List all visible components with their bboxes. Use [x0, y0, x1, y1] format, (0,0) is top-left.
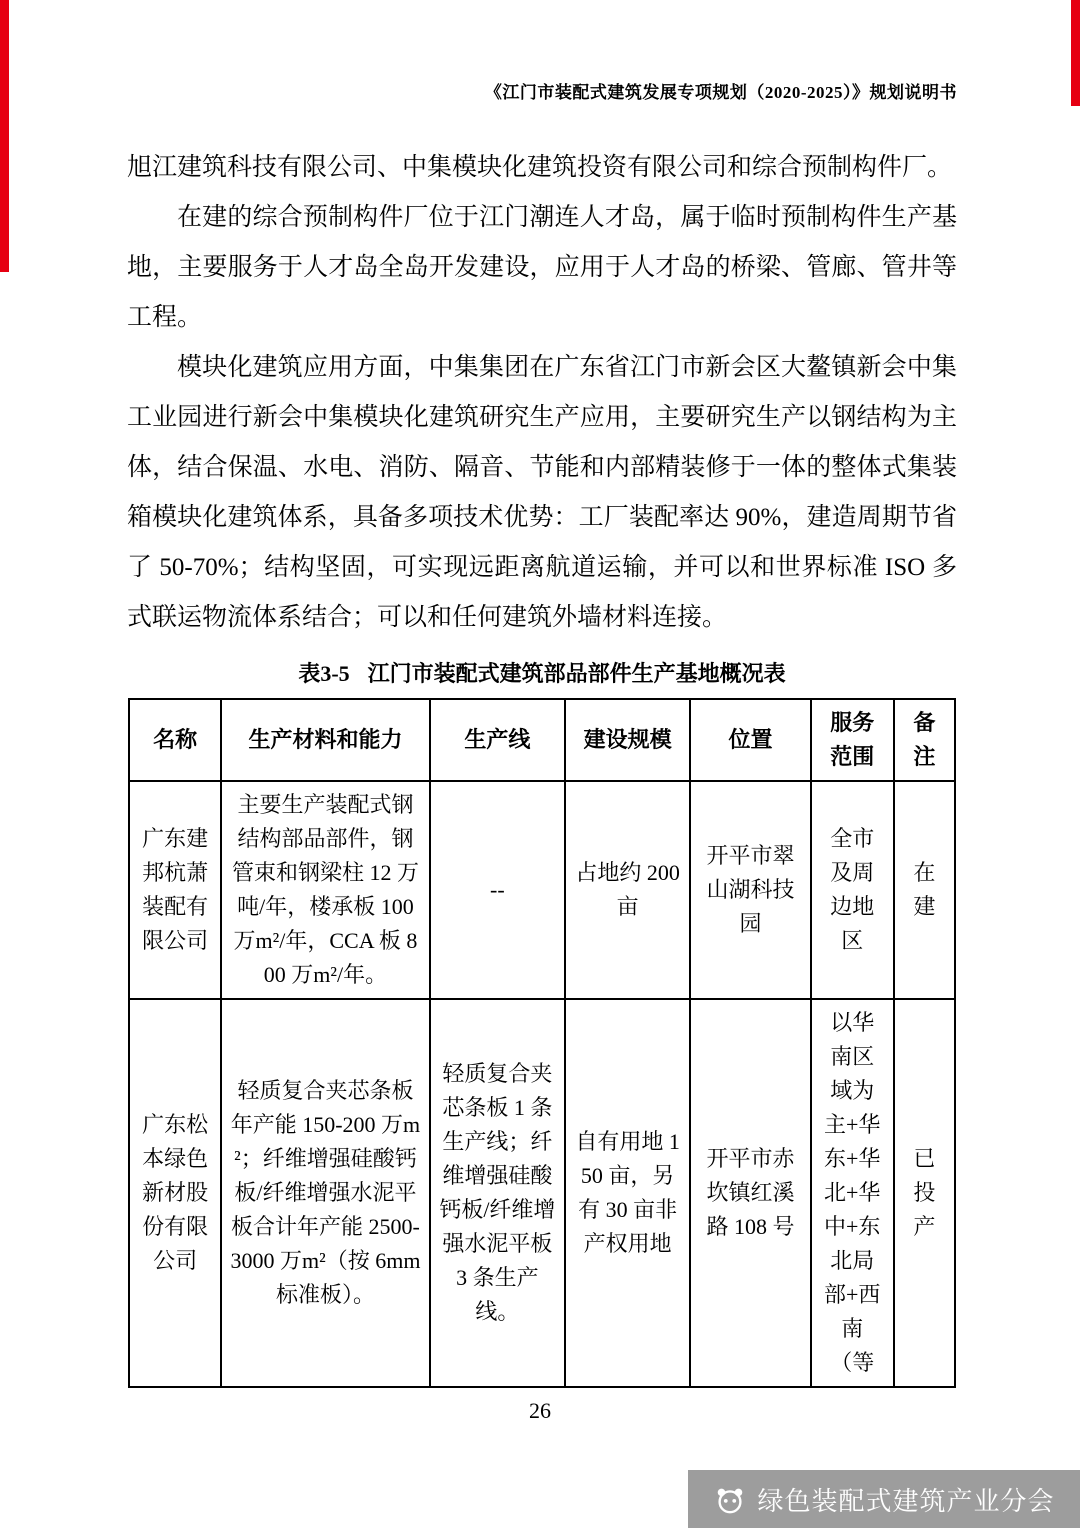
cell-location: 开平市翠山湖科技园: [690, 781, 810, 999]
paragraph-continuation: 旭江建筑科技有限公司、中集模块化建筑投资有限公司和综合预制构件厂。: [127, 154, 953, 181]
table-row: [129, 781, 955, 999]
cell-lines: --: [430, 781, 565, 999]
col-header-note: 备注: [894, 699, 955, 781]
cell-name: 广东松本绿色新材股份有限公司: [129, 999, 221, 1387]
table-row: [129, 999, 955, 1387]
cell-lines: 轻质复合夹芯条板 1 条生产线；纤维增强硅酸钙板/纤维增强水泥平板 3 条生产线。: [430, 999, 565, 1387]
cell-location: 开平市赤坎镇红溪路 108 号: [690, 999, 810, 1387]
col-header-lines: 生产线: [430, 699, 565, 781]
cell-note: 已投产: [894, 999, 955, 1387]
table-title-number: 表3-5: [298, 661, 350, 686]
production-bases-table: [128, 698, 956, 1388]
cell-name: 广东建邦杭萧装配有限公司: [129, 781, 221, 999]
footer-brand-text: 绿色装配式建筑产业分会: [757, 1485, 1055, 1516]
paragraph: 在建的综合预制构件厂位于江门潮连人才岛，属于临时预制构件生产基地，主要服务于人才岛全岛开发建设，应用于人才岛的桥梁、管廊、管井等工程。: [127, 204, 957, 331]
cell-materials: 轻质复合夹芯条板年产能 150-200 万m²；纤维增强硅酸钙板/纤维增强水泥平板合计年产能 2500-3000 万m²（按 6mm 标准板）。: [221, 999, 430, 1387]
cell-materials: 主要生产装配式钢结构部品部件，钢管束和钢梁柱 12 万吨/年，楼承板 100 万m²/年，CCA 板 800 万m²/年。: [221, 781, 430, 999]
cell-scale: 自有用地 150 亩，另有 30 亩非产权用地: [565, 999, 690, 1387]
table-title: [127, 657, 957, 688]
footer-brand-bar: [688, 1470, 1080, 1528]
cell-service: 以华南区域为主+华东+华北+华中+东北局部+西南（等: [811, 999, 894, 1387]
col-header-location: 位置: [690, 699, 810, 781]
col-header-materials: 生产材料和能力: [221, 699, 430, 781]
table-header-row: [129, 699, 955, 781]
right-edge-accent: [1071, 0, 1080, 106]
body-text: [127, 143, 957, 1388]
association-logo-icon: [713, 1482, 747, 1516]
col-header-scale: 建设规模: [565, 699, 690, 781]
col-header-service: 服务范围: [811, 699, 894, 781]
page-number: 26: [529, 1398, 551, 1423]
cell-note: 在建: [894, 781, 955, 999]
left-edge-accent: [0, 0, 9, 272]
cell-scale: 占地约 200 亩: [565, 781, 690, 999]
cell-service: 全市及周边地区: [811, 781, 894, 999]
table-title-text: 江门市装配式建筑部品部件生产基地概况表: [367, 661, 786, 686]
col-header-name: 名称: [129, 699, 221, 781]
paragraph: 模块化建筑应用方面，中集集团在广东省江门市新会区大鳌镇新会中集工业园进行新会中集模块化建筑研究生产应用，主要研究生产以钢结构为主体，结合保温、水电、消防、隔音、节能和内部精装修于一体的整体式集装箱模块化建筑体系，具备多项技术优势：工厂装配率达 90%，建造周期节省了 50-70%；结构坚固，可实现远距离航道运输，并可以和世界标准 ISO 多式联运物流体系结合；可以和任何建筑外墙材料连接。: [127, 354, 957, 631]
document-header: 《江门市装配式建筑发展专项规划（2020-2025）》规划说明书: [484, 83, 957, 102]
